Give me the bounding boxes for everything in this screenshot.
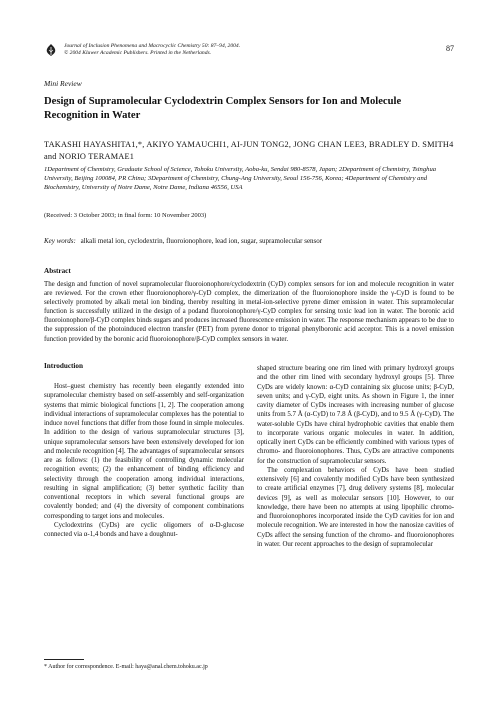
journal-citation: Journal of Inclusion Phenomena and Macrocyclic Chemistry 50: 87–94, 2004.: [64, 43, 241, 49]
keywords: [44, 237, 454, 245]
paragraph: Cyclodextrins (CyDs) are cyclic oligomers of α-D-glucose connected via α-1,4 bonds and have a doughnut-: [44, 521, 244, 538]
paper-title: Design of Supramolecular Cyclodextrin Complex Sensors for Ion and Molecule Recognition in Water: [44, 96, 402, 121]
section-label: Mini Review: [44, 79, 82, 88]
affiliations: 1Department of Chemistry, Graduate School of Science, Tohoku University, Aoba-ku, Sendai 980-8578, Japan; 2Department of Chemistry, Tsinghua University, Beijing 100084, PR China; 3Department of Chemistry, Chung-Ang University, Seoul 156-756, Korea; 4Department of Chemistry and Biochemistry, University of Notre Dame, Notre Dame, Indiana 46556, USA: [44, 166, 437, 192]
footnote: * Author for correspondence. E-mail: haya@anal.chem.tohoku.ac.jp: [44, 664, 208, 670]
author-list: TAKASHI HAYASHITA1,*, AKIYO YAMAUCHI1, AI-JUN TONG2, JONG CHAN LEE3, BRADLEY D. SMITH4 and NORIO TERAMAE1: [44, 140, 454, 161]
keywords-label: Key words:: [44, 237, 76, 245]
paragraph: The complexation behaviors of CyDs have been studied extensively [6] and covalently modified CyDs have been synthesized to create artificial enzymes [7], drug delivery systems [8], molecular devices [9], as well as molecular sensors [10]. However, to our knowledge, there have been no attempts at using lipophilic chromo- and fluoroionophores incorporated inside the CyD cavities for ion and molecule recognition. We are interested in how the nanosize cavities of CyDs affect the sensing function of the chromo- and fluoroionophores in water. Our recent approaches to the design of supramolecular: [257, 466, 454, 548]
left-column: [44, 382, 244, 539]
publisher-logo-icon: [44, 43, 58, 57]
received-dates: (Received: 3 October 2003; in final form: 10 November 2003): [44, 212, 207, 219]
footnote-rule: [44, 659, 84, 660]
introduction-heading: Introduction: [44, 362, 84, 370]
paragraph: shaped structure bearing one rim lined with primary hydroxyl groups and the other rim lined with secondary hydroxyl groups [5]. Three CyDs are widely known: α-CyD containing six glucose units; β-CyD, seven units; and γ-CyD, eight units. As shown in Figure 1, the inner cavity diameter of CyDs increases with increasing number of glucose units from 5.7 Å (α-CyD) to 7.8 Å (β-CyD), and to 9.5 Å (γ-CyD). The water-soluble CyDs have chiral hydrophobic cavities that enable them to incorporate various organic molecules in water. In addition, optically inert CyDs can be efficiently combined with various types of chromo- and fluoroionophores. Thus, CyDs are attractive components for the construction of supramolecular sensors.: [257, 365, 454, 465]
right-column: [257, 364, 454, 549]
journal-copyright: © 2004 Kluwer Academic Publishers. Printed in the Netherlands.: [64, 50, 212, 56]
journal-info: [64, 43, 240, 57]
keywords-list: alkali metal ion, cyclodextrin, fluoroionophore, lead ion, sugar, supramolecular sensor: [80, 237, 323, 245]
journal-header: [44, 43, 454, 65]
page-number: 87: [446, 44, 454, 53]
abstract-text: The design and function of novel supramolecular fluoroionophore/cyclodextrin (CyD) complex sensors for ion and molecule recognition in water are reviewed. For the crown ether fluoroionophore/γ-CyD complex, the dimerization of the fluoroionophore inside the γ-CyD is found to be selectively promoted by alkali metal ion binding, thereby resulting in metal-ion-selective pyrene dimer emission in water. This supramolecular function is successfully utilized in the design of a podand fluoroionophore/γ-CyD complex for sensing toxic lead ion in water. The boronic acid fluoroionophore/β-CyD complex binds sugars and produces increased fluorescence emission in water. The response mechanism appears to be due to the suppression of the photoinduced electron transfer (PET) from pyrene donor to trigonal phenylboronic acid acceptor. This is a novel emission function provided by the boronic acid fluoroionophore/β-CyD complex sensors in water.: [44, 281, 454, 343]
paragraph: Host–guest chemistry has recently been elegantly extended into supramolecular chemistry based on self-assembly and self-organization systems that mimic biological functions [1, 2]. The cooperation among individual interactions of supramolecular complexes has the potential to induce novel functions that differ from those found in simple molecules. In addition to the design of various supramolecular structures [3], unique supramolecular sensors have been extensively developed for ion and molecule recognition [4]. The advantages of supramolecular sensors are as follows: (1) the feasibility of controlling dynamic molecular recognition events; (2) the enhancement of binding efficiency and selectivity through the cooperation among individual interactions, resulting in signal amplification; (3) better synthetic facility than conventional receptors in which several functional groups are covalently bonded; and (4) the diversity of component combinations corresponding to target ions and molecules.: [44, 383, 244, 520]
abstract-heading: Abstract: [44, 267, 71, 275]
